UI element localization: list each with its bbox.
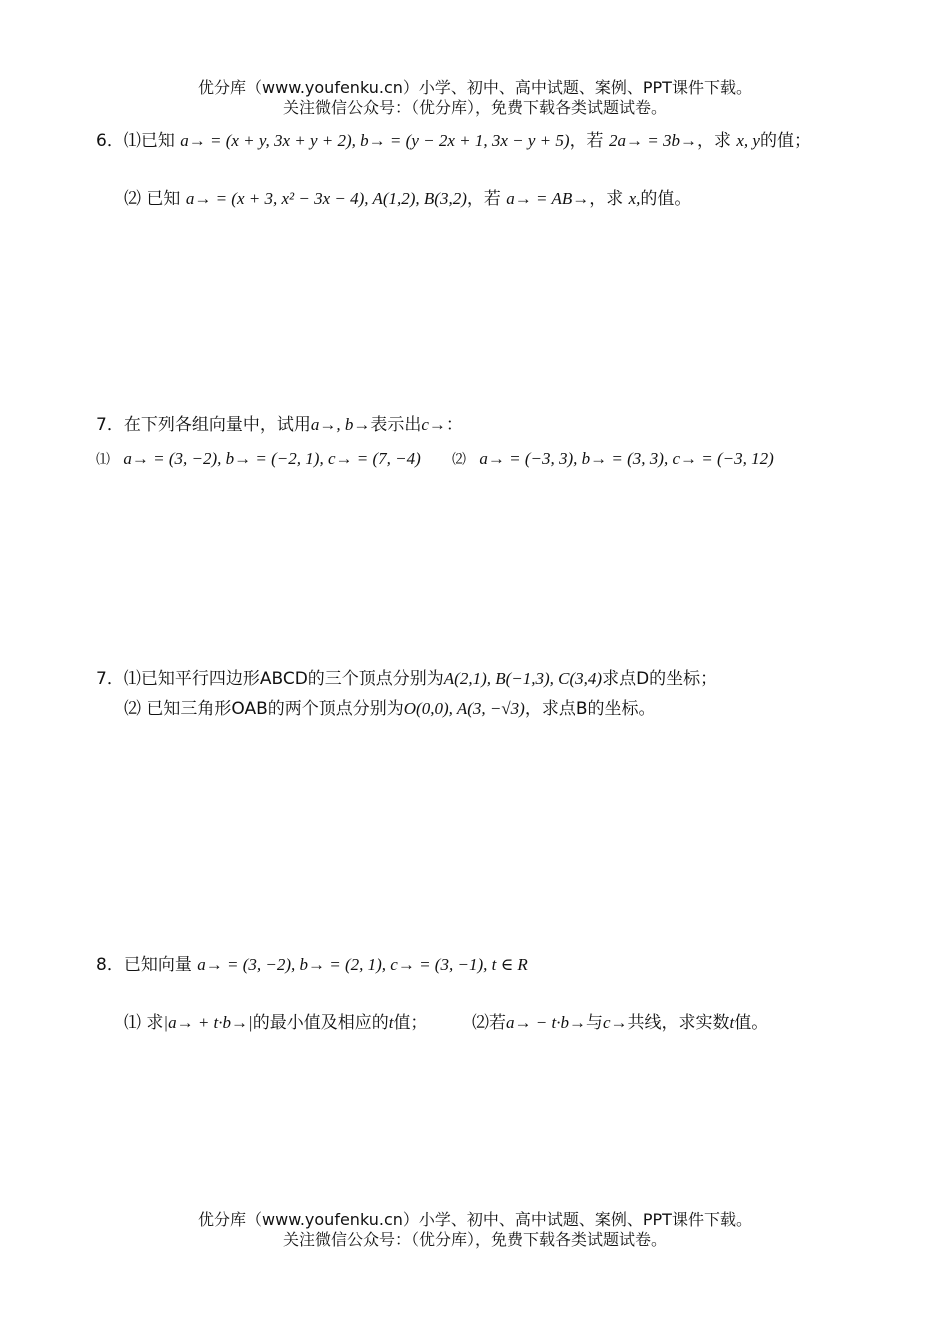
q8-p1-end: 值； — [393, 1013, 428, 1033]
question-7b-number: 7． — [96, 669, 124, 689]
q7b-p1-label: ⑴已知平行四边形ABCD的三个顶点分别为 — [123, 669, 444, 689]
q8-p2-math: a→ − t·b→ — [506, 1013, 586, 1032]
q7b-p1-end: 求点D的坐标； — [602, 669, 718, 689]
q7a-text2: 表示出 — [370, 415, 422, 435]
q8-p2-end: 值。 — [734, 1013, 769, 1033]
q7a-p1-label: ⑴ — [96, 452, 110, 468]
question-8-number: 8． — [96, 955, 124, 975]
q8-p2-var: c→ — [602, 1013, 628, 1032]
q7a-p1-math: a→ = (3, −2), b→ = (−2, 1), c→ = (7, −4) — [123, 449, 421, 468]
footer-line-2: 关注微信公众号：（优分库），免费下载各类试题试卷。 — [282, 1230, 667, 1249]
question-6-number: 6． — [96, 131, 124, 151]
question-8-stem — [96, 952, 528, 978]
q7a-vars: a→, b→ — [310, 415, 371, 434]
q8-p1-label: ⑴ 求 — [124, 1013, 164, 1033]
question-7a-number: 7． — [96, 415, 124, 435]
q6-p1-cond: 2a→ = 3b→ — [608, 131, 697, 150]
q7a-text: 在下列各组向量中，试用 — [123, 415, 311, 435]
question-7b-part-1 — [96, 666, 717, 692]
q8-part-2 — [472, 1010, 768, 1036]
question-6-part-1 — [96, 128, 811, 154]
question-7b-part-2 — [124, 696, 656, 722]
q8-p2-label: ⑵若 — [472, 1013, 506, 1033]
question-7a-stem — [96, 412, 463, 438]
q8-p2-var2: t — [729, 1013, 735, 1032]
q8-p2-text: 与 — [585, 1013, 603, 1033]
q6-p1-if: ，若 — [569, 131, 604, 151]
q6-p1-end: 的值； — [759, 131, 811, 151]
q8-text: 已知向量 — [123, 955, 192, 975]
q7a-p2-label: ⑵ — [452, 452, 466, 468]
question-6-part-2 — [124, 186, 691, 212]
q8-p1-var: t — [388, 1013, 394, 1032]
q8-p1-text: 的最小值及相应的 — [252, 1013, 389, 1033]
q6-p2-end: 的值。 — [640, 189, 692, 209]
q6-p2-vars: x, — [628, 189, 641, 208]
q7a-part-1 — [96, 446, 421, 473]
header-line-1: 优分库（www.youfenku.cn）小学、初中、高中试题、案例、PPT课件下载。 — [198, 78, 752, 97]
q8-part-1 — [124, 1010, 427, 1036]
q6-p2-math: a→ = (x + 3, x² − 3x − 4), A(1,2), B(3,2) — [185, 189, 467, 208]
q7a-colon: ： — [445, 415, 463, 435]
q6-p2-ask: ，求 — [589, 189, 624, 209]
q6-p1-vars: x, y — [736, 131, 760, 150]
q6-p1-label: ⑴已知 — [123, 131, 175, 151]
q7a-var-c: c→ — [421, 415, 446, 434]
q7b-p1-math: A(2,1), B(−1,3), C(3,4) — [443, 669, 603, 688]
q8-p1-math: |a→ + t·b→| — [163, 1013, 253, 1032]
q7b-p2-math: O(0,0), A(3, −√3) — [403, 699, 525, 718]
q6-p1-math: a→ = (x + y, 3x + y + 2), b→ = (y − 2x + 1, 3x − y + 5) — [180, 131, 570, 150]
q7b-p2-end: ，求点B的坐标。 — [524, 699, 656, 719]
q7a-p2-math: a→ = (−3, 3), b→ = (3, 3), c→ = (−3, 12) — [479, 449, 774, 468]
footer-line-1: 优分库（www.youfenku.cn）小学、初中、高中试题、案例、PPT课件下载。 — [198, 1210, 752, 1229]
q6-p2-cond: a→ = AB→ — [506, 189, 590, 208]
q8-p2-text2: 共线，求实数 — [627, 1013, 730, 1033]
q6-p2-if: ，若 — [466, 189, 501, 209]
q8-math: a→ = (3, −2), b→ = (2, 1), c→ = (3, −1), t ∈ R — [197, 955, 528, 974]
q6-p1-ask: ，求 — [696, 131, 731, 151]
header-line-2: 关注微信公众号：（优分库），免费下载各类试题试卷。 — [282, 98, 667, 117]
q7b-p2-label: ⑵ 已知三角形OAB的两个顶点分别为 — [124, 699, 404, 719]
q6-p2-label: ⑵ 已知 — [124, 189, 181, 209]
q7a-part-2 — [452, 446, 774, 473]
